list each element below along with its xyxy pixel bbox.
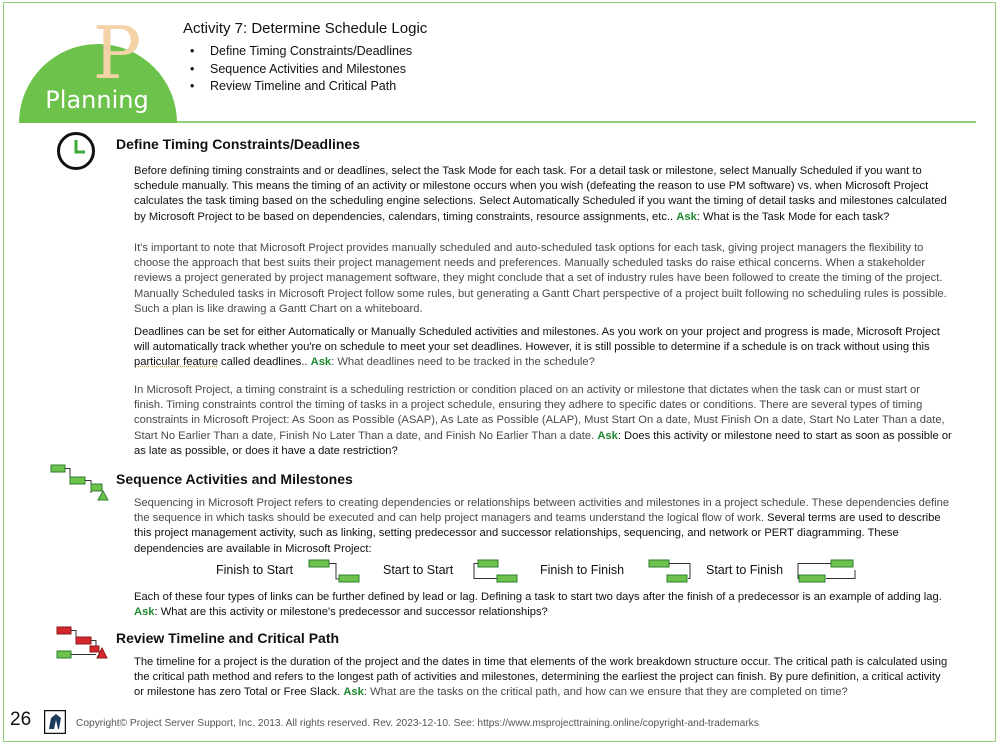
copyright-notice: Copyright© Project Server Support, Inc. 2013. All rights reserved. Rev. 2023-12-10. See: https://www.msprojecttraining.online/copyright-and-trademarks (76, 718, 759, 729)
gantt-sequence-icon (50, 463, 112, 503)
finish-to-finish-icon (646, 558, 692, 586)
bullet-dot: • (190, 44, 195, 58)
link-type-label: Finish to Start (216, 563, 294, 577)
ask-label: Ask (343, 686, 364, 699)
ask-label: Ask (676, 210, 697, 223)
timing-paragraph-4: In Microsoft Project, a timing constraint is a scheduling restriction or condition placed on an activity or milestone that dictates when the task can or must start or finish. Timing constraints control the timing of tasks in a project schedule, ensuring they adhere to specific dates or conditions. There are several types of timing constraints in Microsoft Project: As Soon as Possible (ASAP), As Late as Possible (ALAP), Must Start On a date, Must Finish On a date, Start No Later Than a date, Start No Earlier Than a date, Finish No Later Than a date, and Finish No Earlier Than a date. Ask: Does this activity or milestone need to start as soon as possible or as late as possible, or does it have a date restriction? (134, 384, 952, 457)
company-logo-icon (44, 710, 66, 734)
dependency-types-row (0, 558, 1000, 588)
activity-bullet-list (190, 43, 412, 96)
start-to-start-icon (473, 558, 519, 586)
bullet-dot: • (190, 61, 195, 76)
ask-label: Ask (597, 429, 618, 442)
section-title-sequence: Sequence Activities and Milestones (116, 471, 353, 487)
timing-paragraph-2: It's important to note that Microsoft Project provides manually scheduled and auto-scheduled task options for each task, giving project managers the flexibility to choose the approach that best suits their project management needs and preferences. Manually scheduled tasks do raise ethical concerns. When a stakeholder reviews a project generated by project management software, they might conclude that a set of industry rules have been followed to create the timing of the project. Manually Scheduled tasks in Microsoft Project follow some rules, but generating a Gantt Chart perspective of a project built following no scheduling rules is possible. Such a plan is like drawing a Gantt Chart on a whiteboard. (134, 242, 947, 315)
start-to-finish-icon (796, 558, 858, 586)
link-type-label: Finish to Finish (540, 563, 625, 577)
sequence-paragraph-1: Sequencing in Microsoft Project refers to creating dependencies or relationships between activities and milestones in a project schedule. These dependencies define the sequence in which tasks should be executed and can help project managers and teams understand the logical flow of work. Several terms are used to describe this project management activity, such as linking, setting predecessor and successor relationships, sequencing, and network or PERT diagramming. These dependencies are available in Microsoft Project: (134, 497, 950, 555)
logo-letter: P (92, 11, 142, 95)
link-type-label: Start to Finish (706, 563, 784, 577)
page-number: 26 (10, 709, 32, 730)
finish-to-start-icon (308, 558, 360, 586)
section-title-review: Review Timeline and Critical Path (116, 630, 340, 646)
timing-paragraph-3: Deadlines can be set for either Automatically or Manually Scheduled activities and milestones. As you work on your project and progress is made, Microsoft Project will automatically track whether you're on schedule to meet your set deadlines. However, it is still possible to determine if a schedule is on track without using this particular feature called deadlines.. Ask: What deadlines need to be tracked in the schedule? (134, 326, 940, 369)
review-paragraph-1: The timeline for a project is the duration of the project and the dates in time that elements of the work breakdown structure occur. The critical path is calculated using the critical path method and refers to the longest path of activities and milestones, determining the earliest the project can finish. By pure definition, a critical activity or milestone has zero Total or Free Slack. Ask: What are the tasks on the critical path, and how can we ensure that they are completed on time? (134, 656, 948, 699)
activity-title: Activity 7: Determine Schedule Logic (183, 20, 428, 37)
critical-path-icon (56, 624, 114, 664)
planning-logo (19, 8, 177, 123)
activity-bullet: • Define Timing Constraints/Deadlines (190, 43, 412, 61)
ask-label: Ask (134, 606, 155, 619)
timing-paragraph-1: Before defining timing constraints and or deadlines, select the Task Mode for each task. For a detail task or milestone, select Manually Scheduled if you want to schedule manually. This means the timing of an activity or milestone occurs when you wish (defeating the reason to use PM software) vs. when Microsoft Project calculates the task timing based on the scheduling engine selections. Select Automatically Scheduled if you want the timing of detail tasks and milestones calculated by Microsoft Project to be based on dependencies, calendars, timing constraints, resource assignments, etc.. Ask: What is the Task Mode for each task? (134, 165, 947, 223)
clock-icon (56, 131, 96, 171)
activity-bullet: • Review Timeline and Critical Path (190, 78, 412, 96)
sequence-paragraph-2: Each of these four types of links can be further defined by lead or lag. Defining a task to start two days after the finish of a predecessor is an example of adding lag. Ask: What are this activity or milestone's predecessor and successor relationships? (134, 591, 942, 619)
activity-bullet: • Sequence Activities and Milestones (190, 61, 412, 79)
logo-word: Planning (45, 86, 149, 114)
ask-label: Ask (310, 356, 332, 369)
bullet-dot: • (190, 79, 195, 93)
header-rule (177, 121, 976, 123)
link-type-label: Start to Start (383, 563, 454, 577)
section-title-timing: Define Timing Constraints/Deadlines (116, 136, 361, 152)
